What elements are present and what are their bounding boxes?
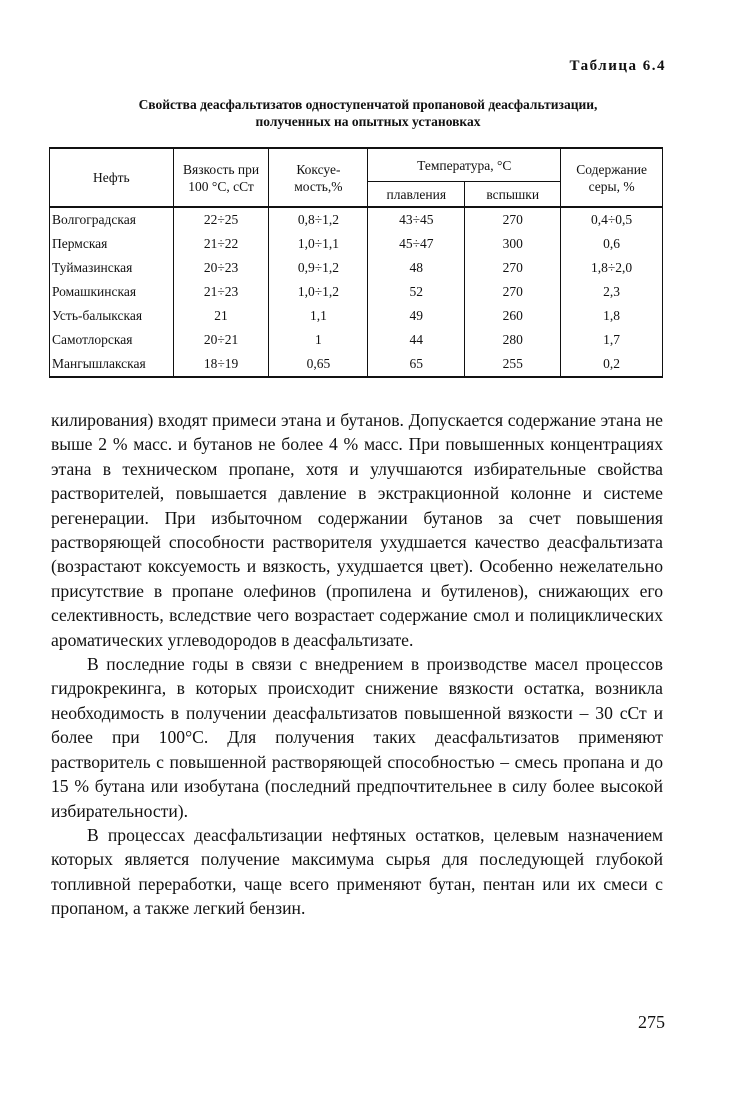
cell-oil: Туймазинская [50,256,174,280]
cell-coke: 1,0÷1,1 [269,232,368,256]
header-viscosity: Вязкость при 100 °С, сСт [173,148,269,207]
page-number: 275 [638,1012,665,1032]
cell-melting: 52 [368,280,465,304]
cell-oil: Пермская [50,232,174,256]
header-melting: плавления [368,182,465,208]
cell-viscosity: 20÷21 [173,328,269,352]
cell-flash: 270 [465,280,561,304]
table-row [50,232,663,256]
table-caption [60,96,676,130]
cell-viscosity: 20÷23 [173,256,269,280]
header-temperature: Температура, °С [368,148,561,182]
cell-sulfur: 0,4÷0,5 [561,207,663,232]
cell-coke: 0,8÷1,2 [269,207,368,232]
cell-viscosity: 22÷25 [173,207,269,232]
cell-coke: 1,0÷1,2 [269,280,368,304]
cell-melting: 48 [368,256,465,280]
cell-flash: 260 [465,304,561,328]
cell-oil: Ромашкинская [50,280,174,304]
header-coke: Коксуе-мость,% [269,148,368,207]
properties-table [49,147,663,378]
cell-oil: Волгоградская [50,207,174,232]
cell-coke: 1 [269,328,368,352]
cell-oil: Самотлорская [50,328,174,352]
caption-line-1: Свойства деасфальтизатов одноступенчатой пропановой деасфальтизации, [138,97,598,112]
header-sulfur: Содержание серы, % [561,148,663,207]
cell-melting: 49 [368,304,465,328]
cell-melting: 43÷45 [368,207,465,232]
caption-line-2: полученных на опытных установках [255,114,481,129]
cell-oil: Мангышлакская [50,352,174,377]
body-text [51,408,663,921]
header-flash: вспышки [465,182,561,208]
cell-flash: 270 [465,207,561,232]
cell-viscosity: 21÷22 [173,232,269,256]
cell-coke: 0,9÷1,2 [269,256,368,280]
paragraph: В процессах деасфальтизации нефтяных остатков, целевым назначением которых является получение максимума сырья для последующей глубокой топливной переработки, чаще всего применяют бутан, пентан или их смеси с пропаном, а также легкий бензин. [51,824,663,919]
table-row [50,328,663,352]
cell-oil: Усть-балыкская [50,304,174,328]
table-row [50,304,663,328]
cell-sulfur: 1,8÷2,0 [561,256,663,280]
cell-coke: 0,65 [269,352,368,377]
cell-flash: 280 [465,328,561,352]
cell-viscosity: 21 [173,304,269,328]
table-row [50,352,663,377]
paragraph: В последние годы в связи с внедрением в производстве масел процессов гидрокрекинга, в которых происходит снижение вязкости остатка, возникла необходимость в получении деасфальтизатов повышенной вязкости – 30 сСт и более при 100°С. Для получения таких деасфальтизатов применяют растворитель с повышенной растворяющей способностью – смесь пропана и до 15 % бутана или изобутана (последний предпочтительнее в силу более высокой избирательности). [51,654,663,821]
cell-melting: 65 [368,352,465,377]
cell-melting: 44 [368,328,465,352]
cell-coke: 1,1 [269,304,368,328]
cell-sulfur: 1,8 [561,304,663,328]
cell-sulfur: 1,7 [561,328,663,352]
cell-flash: 255 [465,352,561,377]
cell-flash: 270 [465,256,561,280]
table-number-label: Таблица 6.4 [569,58,666,74]
cell-sulfur: 2,3 [561,280,663,304]
cell-viscosity: 21÷23 [173,280,269,304]
table-row [50,256,663,280]
table-row [50,207,663,232]
cell-flash: 300 [465,232,561,256]
header-oil: Нефть [50,148,174,207]
cell-melting: 45÷47 [368,232,465,256]
table-row [50,280,663,304]
cell-sulfur: 0,6 [561,232,663,256]
paragraph: килирования) входят примеси этана и бутанов. Допускается содержание этана не выше 2 % масс. и бутанов не более 4 % масс. При повышенных концентрациях этана в техническом пропане, хотя и улучшаются избирательные свойства растворителей, повышается давление в экстракционной колонне и системе регенерации. При избыточном содержании бутанов за счет повышения растворяющей способности растворителя ухудшается качество деасфальтизата (возрастают коксуемость и вязкость, ухудшается цвет). Особенно нежелательно присутствие в пропане олефинов (пропилена и бутиленов), снижающих его селективность, вследствие чего возрастает содержание смол и полициклических ароматических углеводородов в деасфальтизате. [51,410,663,650]
cell-sulfur: 0,2 [561,352,663,377]
cell-viscosity: 18÷19 [173,352,269,377]
